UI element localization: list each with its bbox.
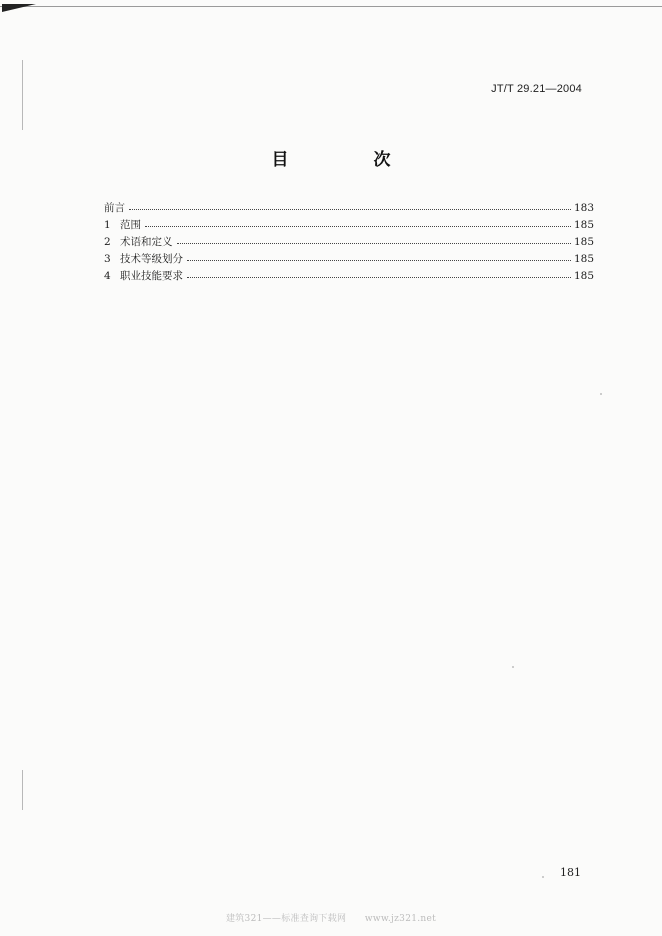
toc-entry-page: 185 [574,270,595,282]
scan-speck [542,876,544,878]
page-title: 目 次 [271,150,425,170]
table-of-contents [104,200,594,285]
toc-dot-leader [187,277,571,278]
toc-entry-page: 183 [574,202,595,214]
scan-left-mark [22,60,23,130]
toc-dot-leader [187,260,571,261]
scan-corner-mark [2,4,36,12]
toc-entry-number: 3 [104,253,111,265]
scan-speck [512,666,514,668]
toc-entry-skills[interactable] [104,268,594,285]
toc-entry-preface[interactable] [104,200,594,217]
toc-entry-label: 前言 [104,202,125,214]
scan-top-edge [0,6,662,7]
toc-entry-terms[interactable] [104,234,594,251]
toc-entry-page: 185 [574,253,595,265]
toc-entry-number: 1 [104,219,111,231]
toc-entry-number: 4 [104,270,111,282]
toc-dot-leader [145,226,571,227]
toc-entry-label: 职业技能要求 [120,270,183,282]
toc-entry-label: 术语和定义 [120,236,173,248]
toc-entry-page: 185 [574,219,595,231]
scan-speck [600,393,602,395]
toc-entry-label: 范围 [120,219,141,231]
toc-dot-leader [129,209,571,210]
scan-left-mark-lower [22,770,23,810]
toc-entry-scope[interactable] [104,217,594,234]
toc-entry-number: 2 [104,236,111,248]
toc-entry-page: 185 [574,236,595,248]
page-number: 181 [560,866,581,879]
watermark-text: 建筑321——标准查询下载网 www.jz321.net [225,914,437,924]
toc-entry-grades[interactable] [104,251,594,268]
standard-code: JT/T 29.21—2004 [491,83,582,95]
toc-dot-leader [177,243,572,244]
toc-entry-label: 技术等级划分 [120,253,183,265]
